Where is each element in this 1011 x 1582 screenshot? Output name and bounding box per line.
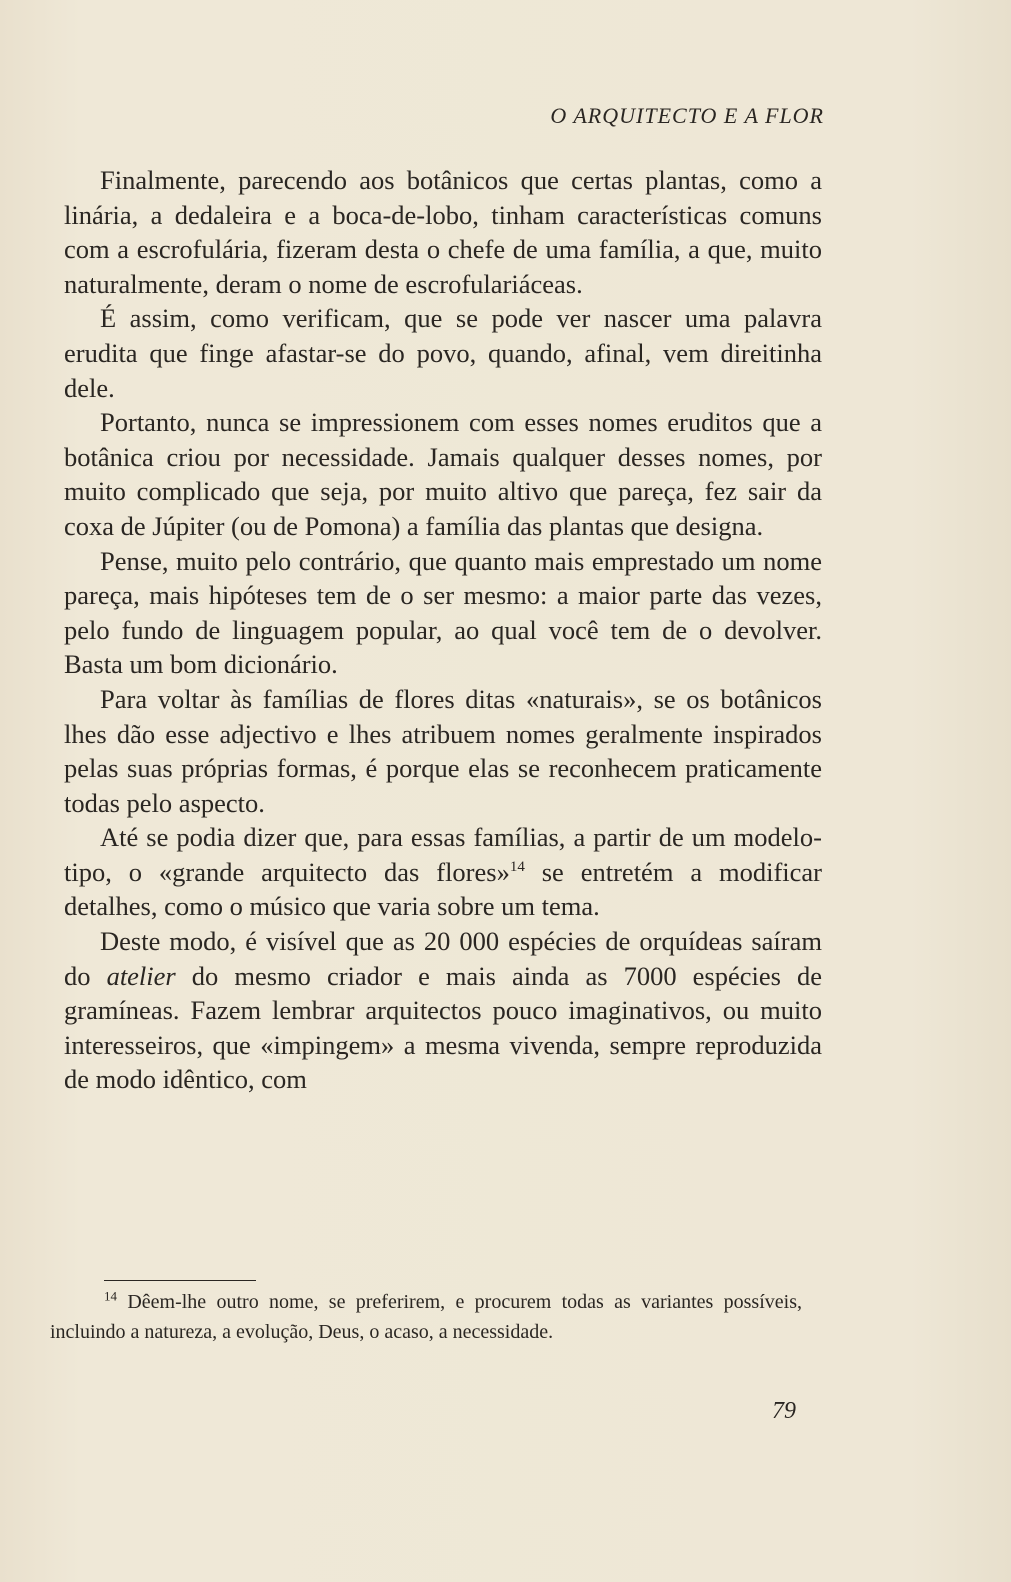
footnote — [50, 1287, 802, 1347]
footnote-reference: 14 — [509, 859, 525, 876]
footnote-text: Dêem-lhe outro nome, se preferirem, e procurem todas as variantes possíveis, incluindo a natureza, a evolução, Deus, o acaso, a necessidade. — [50, 1291, 802, 1343]
running-header: O ARQUITECTO E A FLOR — [550, 103, 824, 128]
paragraph-2: É assim, como verificam, que se pode ver nascer uma palavra erudita que finge afastar-se do povo, quando, afinal, vem direitinha dele. — [64, 303, 822, 403]
footnote-rule — [104, 1280, 256, 1281]
paragraph-7 — [64, 924, 822, 1097]
paragraph-6 — [64, 820, 822, 924]
paragraph-1: Finalmente, parecendo aos botânicos que certas plantas, como a linária, a dedaleira e a boca-de-lobo, tinham características comuns com a escrofulária, fizeram desta o chefe de uma família, a que, muito naturalmente, deram o nome de escrofulariáceas. — [64, 165, 822, 299]
paragraph-7-italic: atelier — [106, 960, 176, 991]
paragraph-4: Pense, muito pelo contrário, que quanto mais emprestado um nome pareça, mais hipóteses tem de o ser mesmo: a maior parte das vezes, pelo fundo de linguagem popular, ao qual você tem de o devolver. Basta um bom dicionário. — [64, 545, 822, 680]
paragraph-6-text-before: Até se podia dizer que, para essas famílias, a partir de um modelo-tipo, o «grande arquitecto das flores» — [64, 822, 822, 887]
paragraph-3: Portanto, nunca se impressionem com esses nomes eruditos que a botânica criou por necessidade. Jamais qualquer desses nomes, por muito complicado que seja, por muito altivo que pareça, fez sair da coxa de Júpiter (ou de Pomona) a família das plantas que designa. — [64, 407, 822, 541]
footnote-number: 14 — [104, 1288, 117, 1304]
paragraph-7-text-after: do mesmo criador e mais ainda as 7000 espécies de gramíneas. Fazem lembrar arquitectos pouco imaginativos, ou muito interesseiros, que «impingem» a mesma vivenda, sempre reproduzida de modo idêntico, com — [64, 960, 822, 1095]
paragraph-5: Para voltar às famílias de flores ditas «naturais», se os botânicos lhes dão esse adjectivo e lhes atribuem nomes geralmente inspirados pelas suas próprias formas, é porque elas se reconhecem praticamente todas pelo aspecto. — [64, 683, 822, 818]
page-number: 79 — [772, 1398, 796, 1424]
paragraph-6-text-after: se entretém a modificar detalhes, como o músico que varia sobre um tema. — [64, 856, 823, 922]
paragraph-7-text-before: Deste modo, é visível que as 20 000 espécies de orquídeas saíram do — [64, 926, 822, 991]
body-text — [64, 163, 822, 1097]
